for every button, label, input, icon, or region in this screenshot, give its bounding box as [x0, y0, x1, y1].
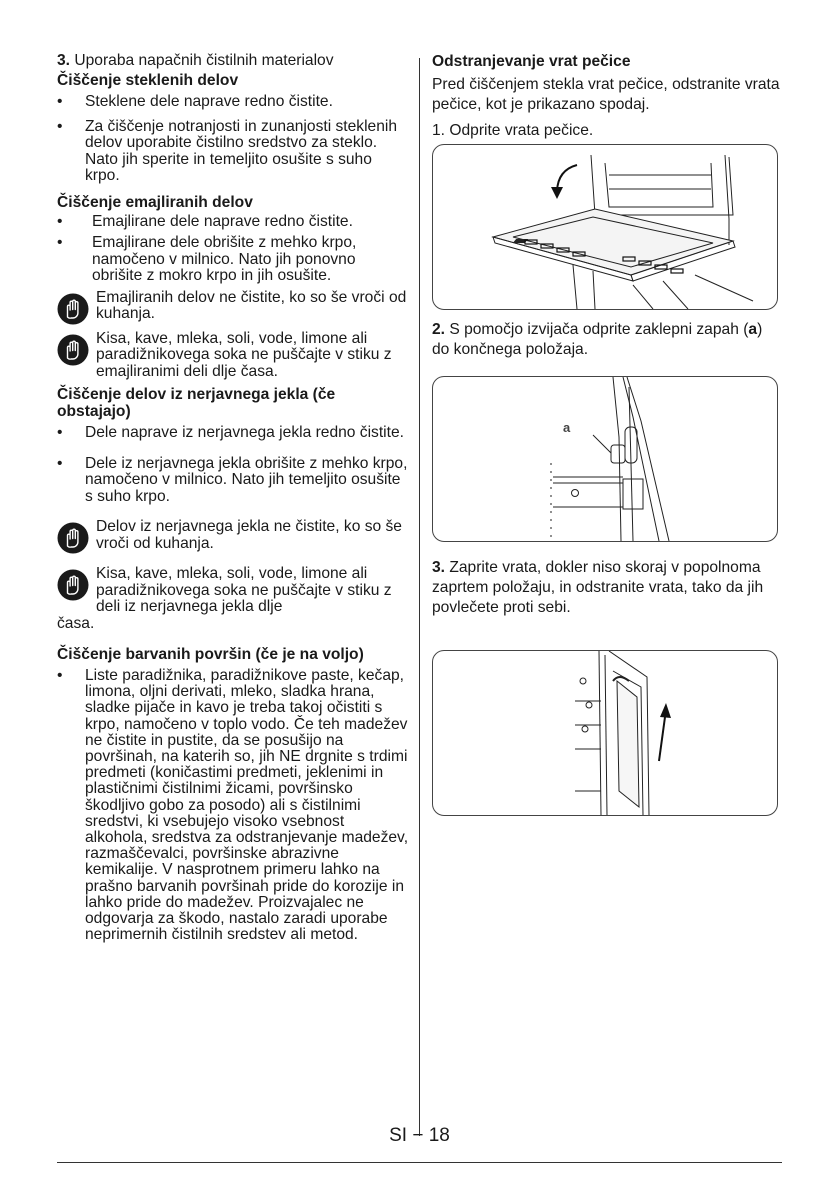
painted-list — [57, 668, 409, 943]
door-latch-illustration — [433, 377, 777, 541]
warning-hand-icon — [57, 522, 89, 554]
step-3: 3. Zaprite vrata, dokler niso skoraj v popolnoma zaprtem položaju, in odstranite vrata, tako da jih povlečete proti sebi. — [432, 559, 764, 616]
door-removal-illustration — [433, 651, 777, 815]
list-item: • Liste paradižnika, paradižnikove paste, kečap, limona, oljni derivati, mleko, sladka hrana, sladke pijače in kavo je treba takoj očistiti s krpo, namočeno v toplo vodo. Če teh madežev ne čistite in pustite, da se posušijo na površinah, na katerih so, jih NE drgnite s trdimi predmeti (koničastimi predmeti, jeklenimi in plastičnimi čistilnimi žicami, površinsko škodljivo gobo za posodo) ali s čistilnimi sredstvi, ki vsebujejo visoko vsebnost alkohola, sredstva za odstranjevanje madežev, razmaščevalci, površinske abrazivne kemikalije. V nasprotnem primeru lahko na prašno barvanih površinah pride do korozije in lahko pride do madežev. Proizvajalec ne odgovarja za škodo, nastalo zaradi uporabe neprimernih čistilnih sredstev ali metod. — [57, 667, 409, 944]
figure-latch — [432, 376, 778, 542]
warning-note: Kisa, kave, mleka, soli, vode, limone ali paradižnikovega soka ne puščajte v stiku z deli iz nerjavnega jekla dlje časa. — [57, 565, 392, 632]
figure-remove-door — [432, 650, 778, 816]
warning-hand-icon — [57, 334, 89, 366]
list-item: • Dele iz nerjavnega jekla obrišite z mehko krpo, namočeno v milnico. Nato jih temeljito osušite s suho krpo. — [57, 454, 408, 505]
steel-list — [57, 425, 409, 505]
list-item: • Steklene dele naprave redno čistite. — [57, 93, 333, 110]
warning-note: Kisa, kave, mleka, soli, vode, limone ali paradižnikovega soka ne puščajte v stiku z emajliranimi deli dlje časa. — [57, 331, 409, 381]
door-removal-heading: Odstranjevanje vrat pečice — [432, 53, 631, 70]
door-removal-intro: Pred čiščenjem stekla vrat pečice, odstranite vrata pečice, kot je prikazano spodaj. — [432, 76, 780, 113]
intro-line: 3. Uporaba napačnih čistilnih materialov — [57, 52, 334, 69]
painted-heading: Čiščenje barvanih površin (če je na voljo) — [57, 646, 364, 663]
enamel-list — [57, 214, 409, 285]
oven-open-door-illustration — [433, 145, 777, 309]
right-column — [432, 52, 782, 816]
list-item: • Emajlirane dele naprave redno čistite. — [57, 212, 353, 230]
list-item: • Emajlirane dele obrišite z mehko krpo, namočeno v milnico. Nato jih ponovno obrišite z mokro krpo in jih osušite. — [57, 234, 357, 284]
warning-hand-icon — [57, 293, 89, 325]
enamel-heading: Čiščenje emajliranih delov — [57, 193, 253, 211]
glass-heading: Čiščenje steklenih delov — [57, 72, 239, 89]
step-2: 2. S pomočjo izvijača odprite zaklepni zapah (a) do končnega položaja. — [432, 321, 763, 358]
step-1: 1. Odprite vrata pečice. — [432, 122, 594, 139]
page-number: SI − 18 — [389, 1125, 450, 1146]
left-column — [57, 52, 409, 951]
bottom-rule — [57, 1162, 782, 1163]
label-a: a — [563, 420, 571, 435]
column-divider — [419, 58, 420, 1136]
warning-hand-icon — [57, 569, 89, 601]
list-item: • Za čiščenje notranjosti in zunanjosti steklenih delov uporabite čistilno sredstvo za steklo. Nato jih sperite in temeljito osušite s suho krpo. — [57, 117, 398, 184]
steel-heading: Čiščenje delov iz nerjavnega jekla (če obstajajo) — [57, 386, 336, 420]
glass-list — [57, 94, 409, 185]
warning-note: Emajliranih delov ne čistite, ko so še vroči od kuhanja. — [57, 290, 409, 323]
figure-open-door — [432, 144, 778, 310]
list-item: • Dele naprave iz nerjavnega jekla redno čistite. — [57, 424, 404, 441]
warning-note: Delov iz nerjavnega jekla ne čistite, ko so še vroči od kuhanja. — [57, 519, 409, 552]
